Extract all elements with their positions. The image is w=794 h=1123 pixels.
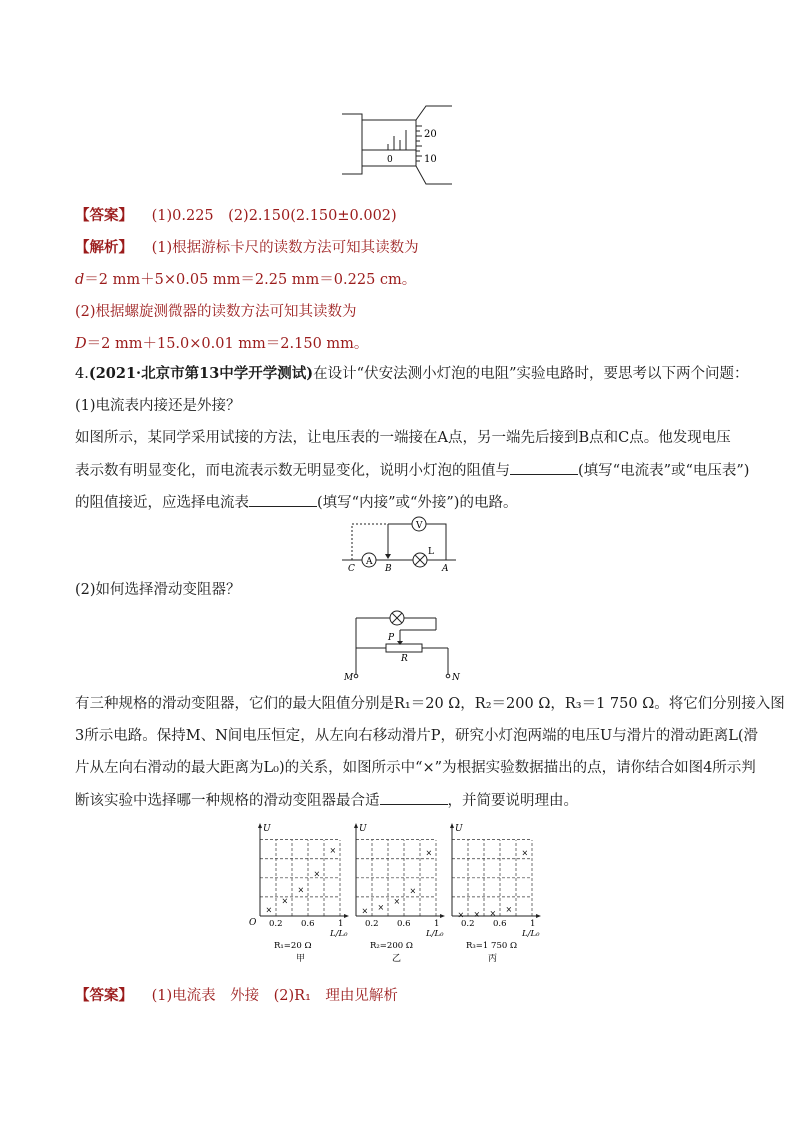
micrometer-scale-10: 10 [424, 154, 437, 165]
circuit-2-figure [340, 604, 464, 684]
x-tick-label: 1 [434, 919, 440, 929]
part2-line4a: 断该实验中选择哪一种规格的滑动变阻器最合适 [75, 793, 380, 809]
question-number: 4. [75, 366, 89, 382]
origin-label: O [249, 918, 257, 928]
x-axis-arrow [440, 914, 445, 918]
part1-line3a: 的阻值接近，应选择电流表 [75, 495, 249, 511]
answer-2 [75, 986, 398, 1006]
data-point-marker: × [473, 909, 481, 919]
answer-tag-2: 【答案】 [75, 987, 133, 1004]
chart-title: 丙 [488, 954, 498, 964]
ammeter-label: A [366, 557, 373, 567]
micrometer-figure [340, 100, 460, 192]
fill-blank-2[interactable] [249, 492, 317, 507]
chart-title: 乙 [392, 954, 402, 964]
data-point-marker: × [393, 897, 401, 907]
y-axis-arrow [354, 823, 358, 828]
point-a-label: A [442, 564, 449, 572]
voltmeter-label: V [416, 521, 423, 531]
y-axis-label: U [263, 824, 271, 834]
x-tick-label: 0.2 [461, 919, 475, 929]
part2-line1: 有三种规格的滑动变阻器，它们的最大阻值分别是R₁＝20 Ω，R₂＝200 Ω，R₃＝1 750 Ω。将它们分别接入图 [75, 696, 785, 712]
part2-line4b: ，并简要说明理由。 [447, 793, 578, 809]
y-axis-arrow [258, 823, 262, 828]
slider-p-label: P [388, 633, 395, 643]
analysis-var-d: d [75, 272, 85, 288]
analysis-line1: (1)根据游标卡尺的读数方法可知其读数为 [151, 240, 419, 256]
y-axis-label: U [359, 824, 367, 834]
x-axis-label: L/L₀ [426, 929, 444, 939]
analysis-line2 [75, 270, 416, 290]
data-point-marker: × [457, 910, 465, 920]
chart-legend-note: R₃=1 750 Ω [466, 941, 518, 951]
point-b-label: B [385, 564, 392, 572]
micrometer-scale-20: 20 [424, 129, 437, 140]
fill-blank-3[interactable] [380, 790, 448, 805]
x-tick-label: 0.2 [365, 919, 379, 929]
data-point-marker: × [329, 845, 337, 855]
x-tick-label: 0.6 [397, 919, 411, 929]
lamp-label: L [428, 547, 434, 557]
analysis-1 [75, 238, 419, 258]
x-tick-label: 0.2 [269, 919, 283, 929]
data-point-marker: × [361, 906, 369, 916]
data-point-marker: × [409, 886, 417, 896]
terminal-n-label: N [452, 673, 460, 683]
question-source: (2021·北京市第13中学开学测试) [88, 365, 314, 382]
x-tick-label: 0.6 [493, 919, 507, 929]
part1-line2a: 表示数有明显变化，而电流表示数无明显变化，说明小灯泡的阻值与 [75, 463, 510, 479]
question-intro: 在设计“伏安法测小灯泡的电阻”实验电路时，要思考以下两个问题： [313, 366, 749, 382]
point-c-label: C [348, 564, 355, 572]
part1-line1: 如图所示，某同学采用试接的方法，让电压表的一端接在A点，另一端先后接到B点和C点。他发现电压 [75, 430, 731, 446]
x-axis-label: L/L₀ [522, 929, 540, 939]
data-point-marker: × [281, 896, 289, 906]
terminal-m-label: M [344, 673, 354, 683]
chart-legend-note: R₂=200 Ω [370, 941, 413, 951]
data-point-marker: × [297, 885, 305, 895]
circuit-1-figure [338, 514, 462, 572]
chart-title: 甲 [296, 954, 306, 964]
part1-line3 [75, 492, 517, 513]
part2-line4 [75, 790, 578, 811]
u-l-charts [248, 816, 548, 974]
fill-blank-1[interactable] [510, 460, 578, 475]
part2-line3: 片从左向右滑动的最大距离为L₀)的关系，如图所示中“×”为根据实验数据描出的点，请你结合如图4所示判 [75, 760, 756, 776]
analysis-var-D: D [75, 336, 87, 352]
x-tick-label: 1 [530, 919, 536, 929]
part1-line3b: (填写“内接”或“外接”)的电路。 [317, 495, 518, 511]
data-point-marker: × [377, 903, 385, 913]
analysis-tag: 【解析】 [75, 239, 133, 256]
part2-title: (2)如何选择滑动变阻器？ [75, 582, 241, 598]
x-axis-arrow [344, 914, 349, 918]
answer-1 [75, 206, 397, 226]
answer-tag: 【答案】 [75, 207, 133, 224]
data-point-marker: × [521, 848, 529, 858]
chart-legend-note: R₁=20 Ω [274, 941, 312, 951]
analysis-line4-text: ＝2 mm＋15.0×0.01 mm＝2.150 mm。 [86, 336, 369, 352]
y-axis-label: U [455, 824, 463, 834]
x-axis-label: L/L₀ [330, 929, 348, 939]
part1-line2b: (填写“电流表”或“电压表”) [578, 463, 750, 479]
rheostat-r-label: R [401, 654, 408, 664]
answer-text-2: (1)电流表 外接 (2)R₁ 理由见解析 [151, 988, 398, 1004]
y-axis-arrow [450, 823, 454, 828]
x-tick-label: 0.6 [301, 919, 315, 929]
data-point-marker: × [489, 908, 497, 918]
analysis-line3: (2)根据螺旋测微器的读数方法可知其读数为 [75, 304, 357, 320]
analysis-line2-text: ＝2 mm＋5×0.05 mm＝2.25 mm＝0.225 cm。 [84, 272, 417, 288]
part1-line2 [75, 460, 749, 481]
data-point-marker: × [313, 869, 321, 879]
data-point-marker: × [425, 848, 433, 858]
question-4-intro [75, 364, 748, 384]
x-axis-arrow [536, 914, 541, 918]
analysis-line4 [75, 334, 368, 354]
x-tick-label: 1 [338, 919, 344, 929]
micrometer-zero: 0 [387, 155, 393, 165]
answer-text: (1)0.225 (2)2.150(2.150±0.002) [151, 208, 397, 224]
data-point-marker: × [265, 905, 273, 915]
part1-title: (1)电流表内接还是外接？ [75, 398, 241, 414]
data-point-marker: × [505, 904, 513, 914]
part2-line2: 3所示电路。保持M、N间电压恒定，从左向右移动滑片P，研究小灯泡两端的电压U与滑片的滑动距离L(滑 [75, 728, 759, 744]
